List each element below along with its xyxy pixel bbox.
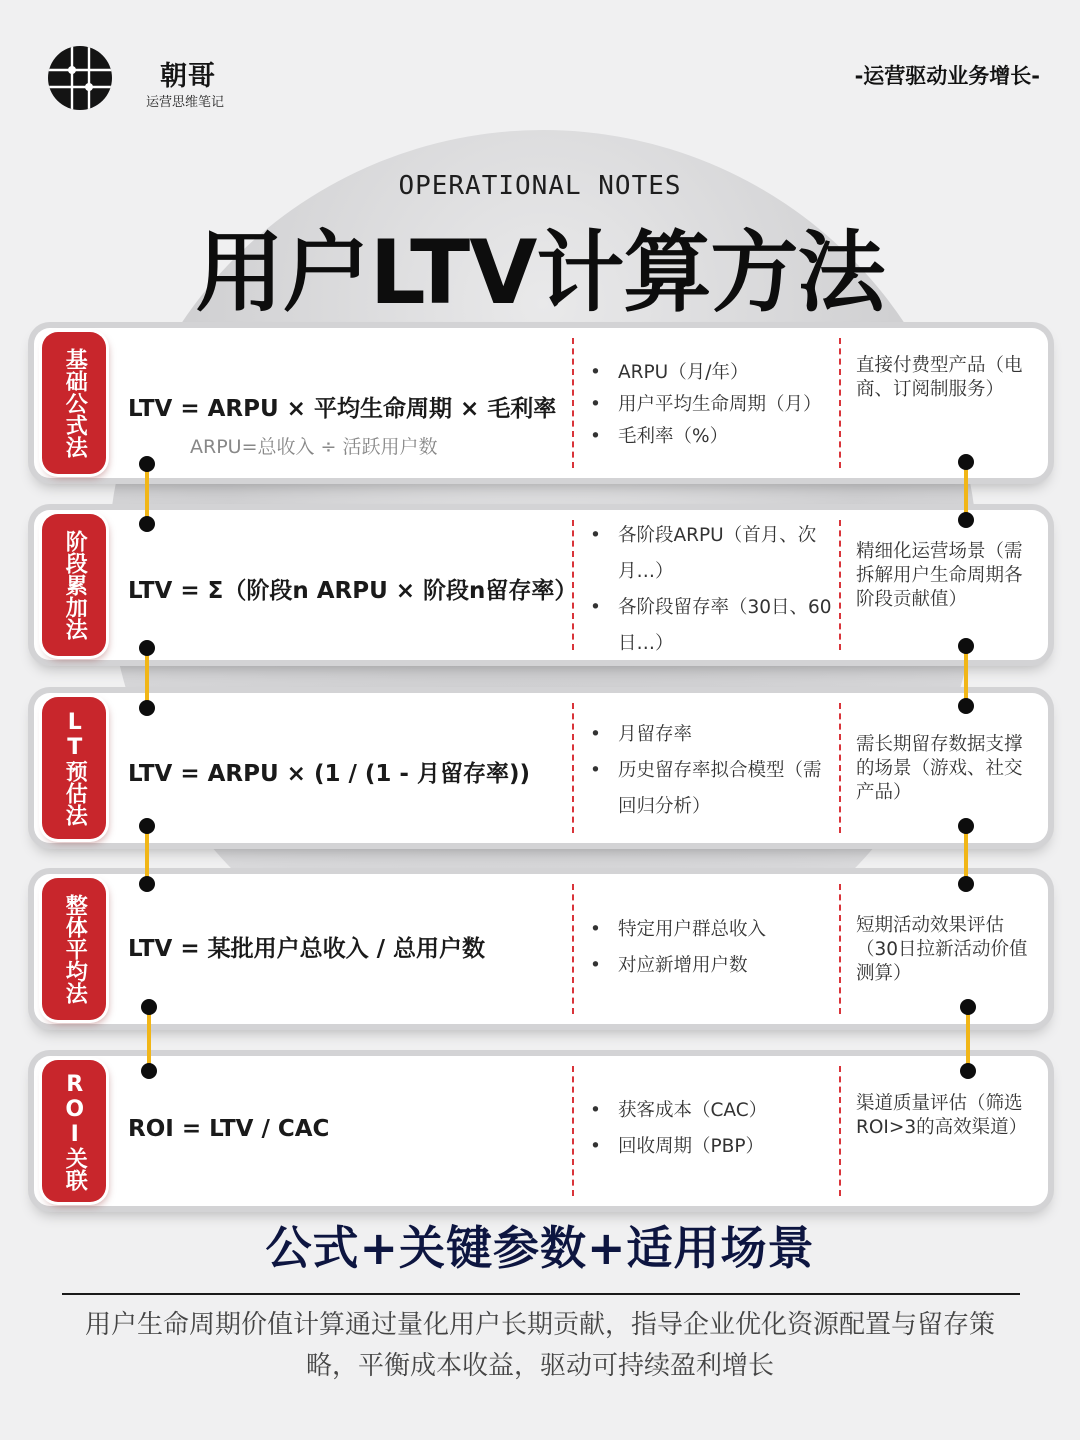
connector-dot: [960, 1063, 976, 1079]
divider: [839, 703, 841, 833]
divider: [572, 338, 574, 468]
formula-note: ARPU=总收入 ÷ 活跃用户数: [190, 436, 438, 458]
param-item: • 用户平均生命周期（月）: [584, 389, 834, 421]
divider: [572, 703, 574, 833]
method-tag: LT预估法: [42, 697, 106, 839]
connector-line: [966, 1007, 970, 1071]
connector-dot: [139, 876, 155, 892]
param-item: • 毛利率（%）: [584, 421, 834, 453]
param-item: • 月留存率: [584, 717, 834, 753]
param-item: • 对应新增用户数: [584, 948, 834, 984]
summary-text: 用户生命周期价值计算通过量化用户长期贡献，指导企业优化资源配置与留存策略，平衡成本收益，驱动可持续盈利增长: [84, 1310, 995, 1381]
connector-dot: [141, 1063, 157, 1079]
method-card-lt: [34, 693, 1048, 843]
method-tag: 整体平均法: [42, 878, 106, 1020]
connector-dot: [139, 818, 155, 834]
method-tag: 基础公式法: [42, 332, 106, 474]
method-formula: LTV = ARPU × (1 / (1 - 月留存率)): [128, 761, 530, 787]
connector-dot: [958, 876, 974, 892]
param-item: • 各阶段ARPU（首月、次月…）: [584, 518, 834, 590]
divider: [839, 1066, 841, 1196]
connector-dot: [958, 698, 974, 714]
method-card-stage: [34, 510, 1048, 660]
connector-dot: [958, 638, 974, 654]
method-card-roi: [34, 1056, 1048, 1206]
divider-rule: [62, 1293, 1020, 1295]
param-list: [584, 357, 834, 453]
connector-dot: [958, 454, 974, 470]
divider: [572, 520, 574, 650]
tagline: 公式+关键参数+适用场景: [265, 1221, 815, 1275]
param-list: [584, 1093, 834, 1165]
method-formula: ROI = LTV / CAC: [128, 1116, 330, 1142]
divider: [572, 884, 574, 1014]
divider: [839, 884, 841, 1014]
scenario-text: 短期活动效果评估（30日拉新活动价值测算）: [856, 915, 1028, 984]
connector-dot: [958, 818, 974, 834]
page-title: 用户LTV计算方法: [195, 221, 885, 324]
divider: [839, 338, 841, 468]
scenario-text: 精细化运营场景（需拆解用户生命周期各阶段贡献值）: [856, 541, 1023, 610]
connector-line: [964, 646, 968, 706]
eyebrow-text: OPERATIONAL NOTES: [398, 171, 682, 201]
param-item: • 回收周期（PBP）: [584, 1129, 834, 1165]
param-list: [584, 912, 834, 984]
scenario-text: 需长期留存数据支撑的场景（游戏、社交产品）: [856, 734, 1023, 803]
param-item: • 获客成本（CAC）: [584, 1093, 834, 1129]
method-formula: LTV = ARPU × 平均生命周期 × 毛利率: [128, 396, 557, 422]
connector-dot: [139, 516, 155, 532]
param-item: • ARPU（月/年）: [584, 357, 834, 389]
param-item: • 特定用户群总收入: [584, 912, 834, 948]
param-item: • 各阶段留存率（30日、60日…）: [584, 590, 834, 662]
method-card-basic: [34, 328, 1048, 478]
param-list: [584, 717, 834, 825]
connector-dot: [139, 700, 155, 716]
method-tag: ROI关联: [42, 1060, 106, 1202]
connector-dot: [141, 999, 157, 1015]
connector-line: [147, 1007, 151, 1071]
method-tag: 阶段累加法: [42, 514, 106, 656]
method-formula: LTV = 某批用户总收入 / 总用户数: [128, 936, 486, 962]
connector-line: [145, 648, 149, 708]
brand-name: 朝哥: [160, 61, 216, 92]
scenario-text: 直接付费型产品（电商、订阅制服务）: [856, 355, 1023, 400]
connector-dot: [958, 512, 974, 528]
method-card-average: [34, 874, 1048, 1024]
connector-dot: [960, 999, 976, 1015]
connector-dot: [139, 456, 155, 472]
scenario-text: 渠道质量评估（筛选ROI>3的高效渠道）: [856, 1093, 1028, 1138]
divider: [839, 520, 841, 650]
brand-subtitle: 运营思维笔记: [146, 95, 225, 110]
slogan: -运营驱动业务增长-: [854, 64, 1040, 88]
connector-dot: [139, 640, 155, 656]
method-formula: LTV = Σ（阶段n ARPU × 阶段n留存率）: [128, 578, 578, 604]
divider: [572, 1066, 574, 1196]
param-list: [584, 518, 834, 662]
param-item: • 历史留存率拟合模型（需回归分析）: [584, 753, 834, 825]
brand-logo-icon: [48, 46, 112, 110]
